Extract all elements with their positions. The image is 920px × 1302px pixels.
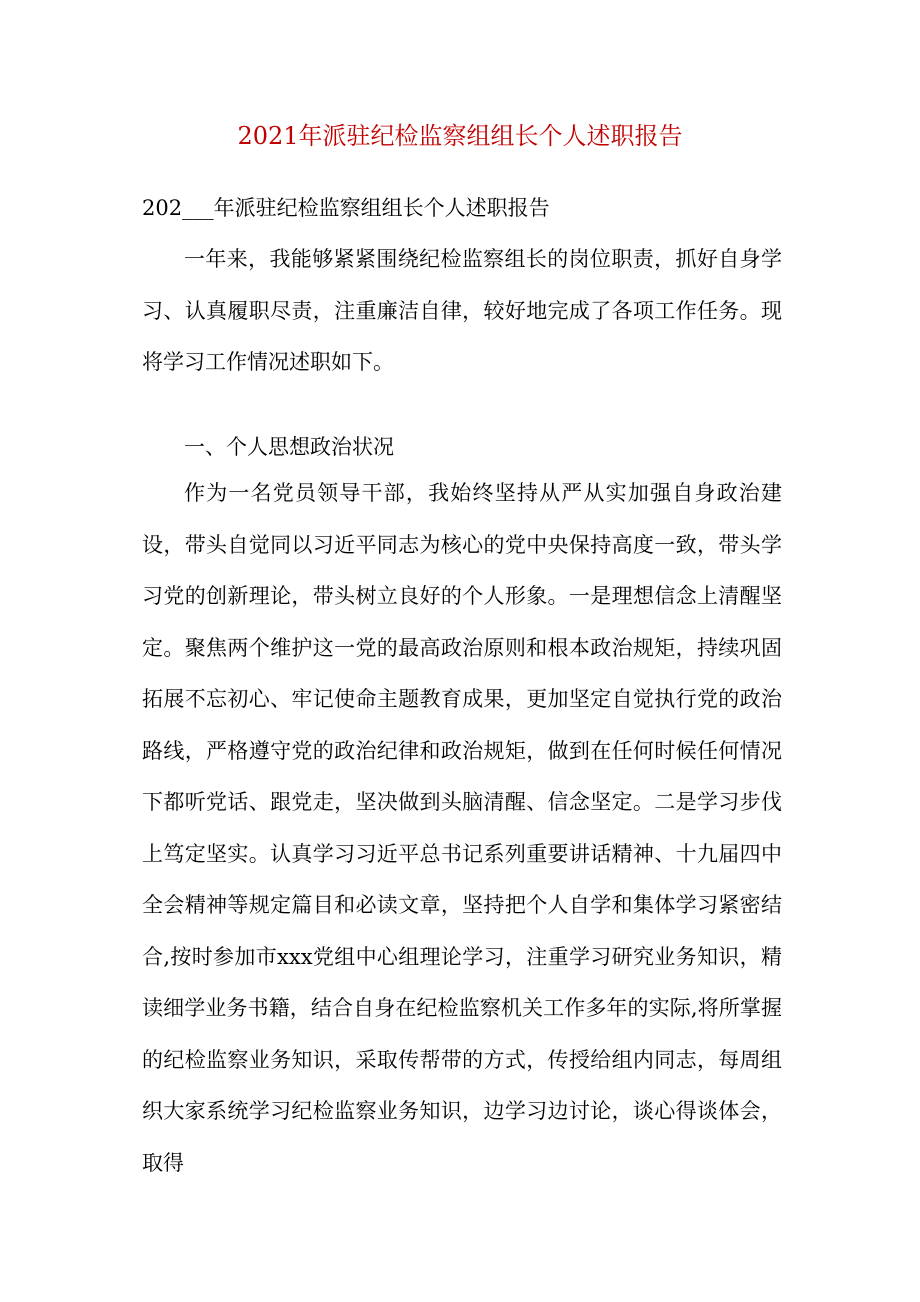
document-subtitle: 202___年派驻纪检监察组组长个人述职报告 bbox=[142, 196, 550, 220]
intro-paragraph: 一年来，我能够紧紧围绕纪检监察组长的岗位职责，抓好自身学习、认真履职尽责，注重廉洁自律，较好地完成了各项工作任务。现将学习工作情况述职如下。 bbox=[142, 247, 782, 374]
document-title: 2021年派驻纪检监察组组长个人述职报告 bbox=[237, 122, 683, 150]
section-heading: 一、个人思想政治状况 bbox=[184, 435, 394, 459]
section-paragraph: 作为一名党员领导干部，我始终坚持从严从实加强自身政治建设，带头自觉同以习近平同志为核心的党中央保持高度一致，带头学习党的创新理论，带头树立良好的个人形象。一是理想信念上清醒坚定。聚焦两个维护这一党的最高政治原则和根本政治规矩，持续巩固拓展不忘初心、牢记使命主题教育成果，更加坚定自觉执行党的政治路线，严格遵守党的政治纪律和政治规矩，做到在任何时候任何情况下都听党话、跟党走，坚决做到头脑清醒、信念坚定。二是学习步伐上笃定坚实。认真学习习近平总书记系列重要讲话精神、十九届四中全会精神等规定篇目和必读文章，坚持把个人自学和集体学习紧密结合,按时参加市xxx党组中心组理论学习，注重学习研究业务知识，精读细学业务书籍，结合自身在纪检监察机关工作多年的实际,将所掌握的纪检监察业务知识，采取传帮带的方式，传授给组内同志，每周组织大家系统学习纪检监察业务知识，边学习边讨论，谈心得谈体会，取得 bbox=[142, 481, 782, 1175]
